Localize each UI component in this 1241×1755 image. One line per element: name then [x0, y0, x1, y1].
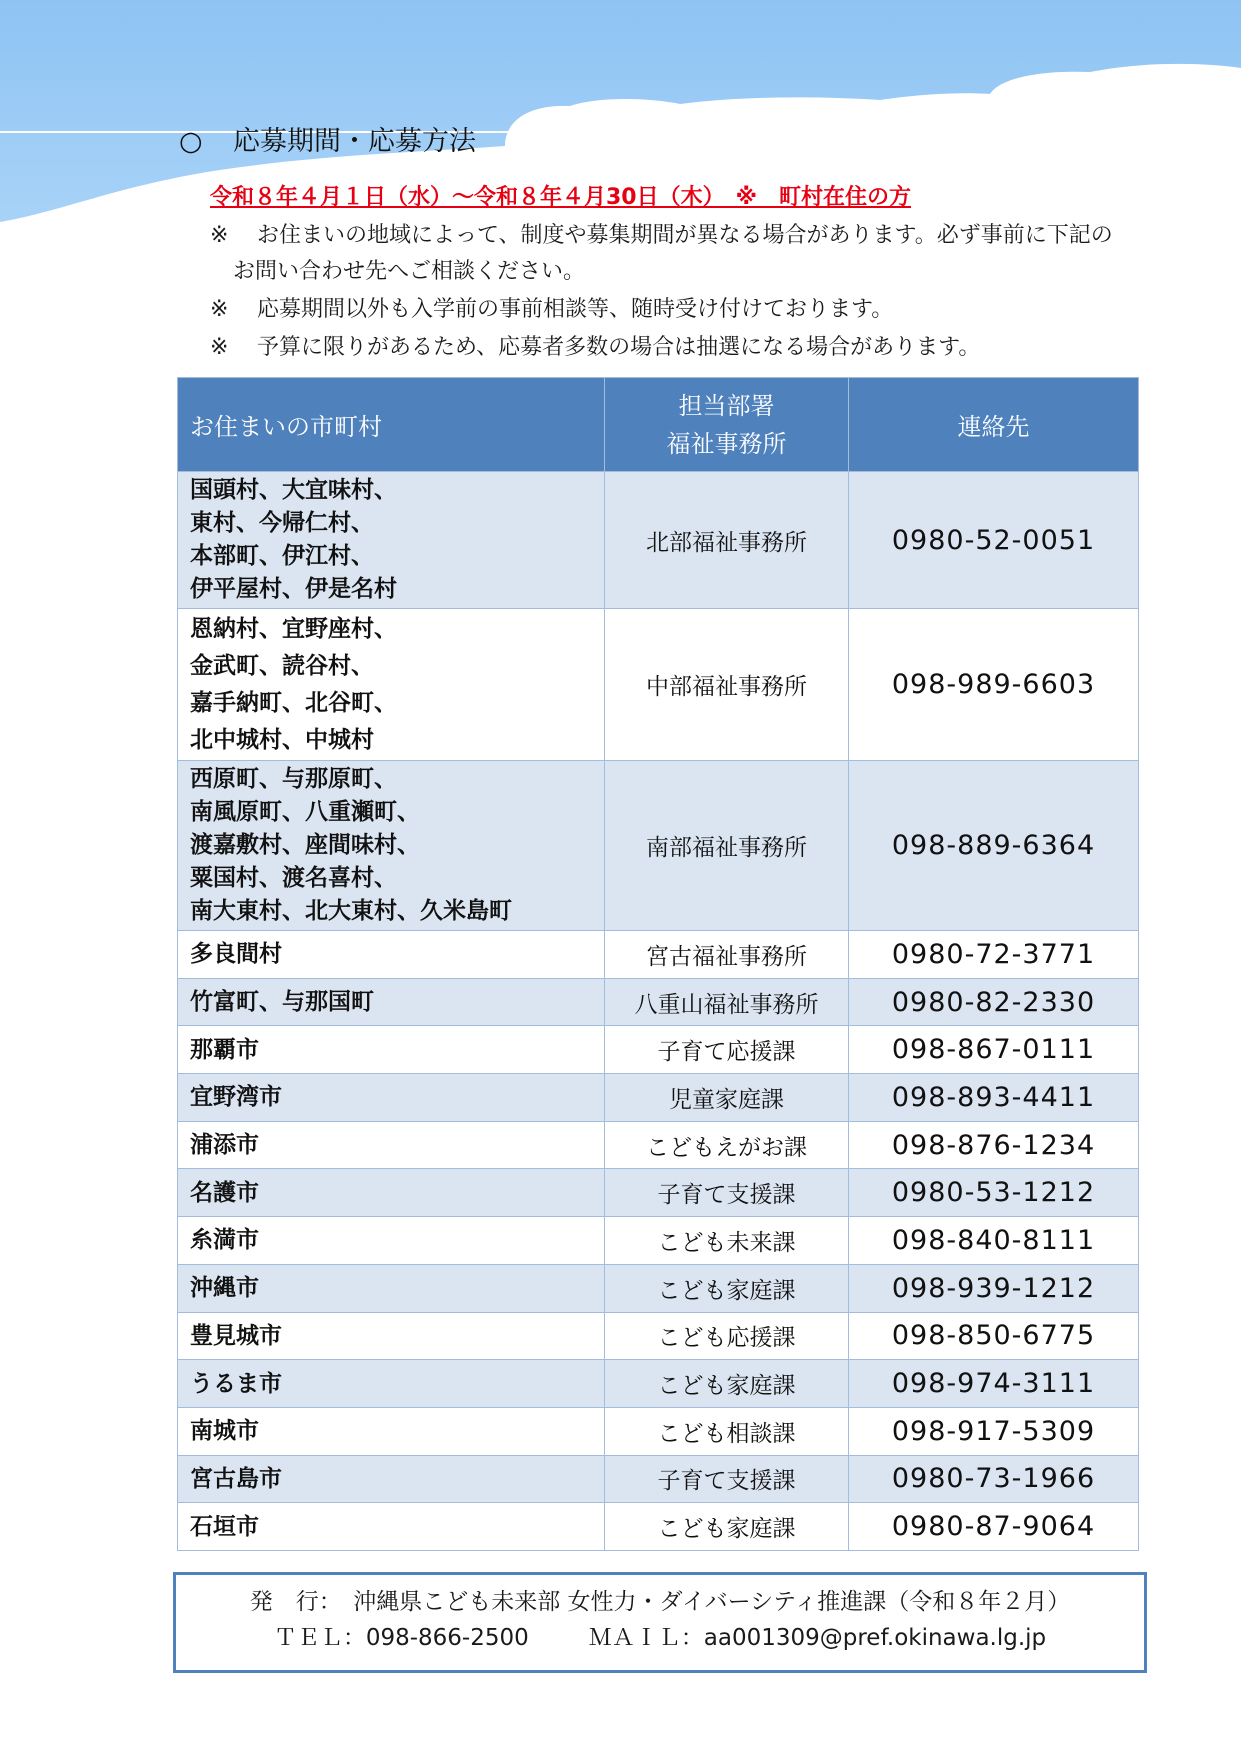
municipality-line: 嘉手納町、北谷町、 — [190, 689, 397, 716]
table-row — [178, 1074, 1139, 1122]
municipality-cell — [178, 1503, 605, 1551]
header-municipality: お住まいの市町村 — [178, 378, 605, 472]
contact-cell: 0980-73-1966 — [849, 1455, 1139, 1503]
department-cell: 児童家庭課 — [605, 1074, 849, 1122]
note-text: お住まいの地域によって、制度や募集期間が異なる場合があります。必ず事前に下記の — [257, 223, 1113, 248]
table-header-row — [178, 378, 1139, 472]
municipality-line: 東村、今帰仁村、 — [190, 510, 374, 536]
contact-line — [176, 1620, 1144, 1656]
table-row — [178, 1169, 1139, 1217]
table-body — [178, 472, 1139, 1551]
section-heading — [179, 124, 476, 160]
tel-number: 098-866-2500 — [365, 1625, 529, 1651]
municipality-line: 伊平屋村、伊是名村 — [190, 576, 397, 602]
municipality-line: 糸満市 — [190, 1227, 259, 1254]
header-department-line: 福祉事務所 — [666, 429, 787, 458]
municipality-cell — [178, 1360, 605, 1408]
contact-cell: 0980-87-9064 — [849, 1503, 1139, 1551]
note-item — [210, 296, 893, 324]
table-row — [178, 1264, 1139, 1312]
contact-cell: 098-840-8111 — [849, 1217, 1139, 1265]
contact-cell: 0980-72-3771 — [849, 931, 1139, 979]
publisher-line: 発 行： 沖縄県こども未来部 女性力・ダイバーシティ推進課（令和８年２月） — [249, 1589, 1071, 1615]
table-row — [178, 472, 1139, 609]
municipality-cell — [178, 1217, 605, 1265]
mail-label: ＭＡＩＬ： — [588, 1625, 704, 1651]
department-cell: こども家庭課 — [605, 1264, 849, 1312]
table-header — [178, 378, 1139, 472]
note-mark: ※ — [210, 297, 229, 322]
municipality-line: 本部町、伊江村、 — [190, 543, 374, 569]
municipality-line: 宮古島市 — [190, 1465, 282, 1492]
department-cell: 中部福祉事務所 — [605, 609, 849, 761]
note-mark: ※ — [210, 335, 229, 360]
publisher-footer — [173, 1572, 1147, 1673]
header-department-line: 担当部署 — [678, 391, 775, 420]
department-cell: 子育て支援課 — [605, 1169, 849, 1217]
municipality-line: 西原町、与那原町、 — [190, 766, 397, 792]
table-row — [178, 1503, 1139, 1551]
department-cell: 子育て支援課 — [605, 1455, 849, 1503]
department-cell: こども未来課 — [605, 1217, 849, 1265]
department-cell: 子育て応援課 — [605, 1026, 849, 1074]
contact-cell: 098-989-6603 — [849, 609, 1139, 761]
municipality-cell — [178, 1264, 605, 1312]
municipality-cell — [178, 1455, 605, 1503]
table-row — [178, 1121, 1139, 1169]
municipality-line: 宜野湾市 — [190, 1084, 282, 1111]
municipality-line: 多良間村 — [190, 941, 282, 968]
table-row — [178, 1026, 1139, 1074]
note-item — [210, 222, 1113, 250]
municipality-line: 南城市 — [190, 1418, 259, 1445]
tel-label: ＴＥＬ： — [273, 1625, 366, 1651]
department-cell: 八重山福祉事務所 — [605, 978, 849, 1026]
header-department — [605, 378, 849, 472]
department-cell: 南部福祉事務所 — [605, 761, 849, 931]
municipality-cell — [178, 978, 605, 1026]
municipality-line: 豊見城市 — [190, 1322, 282, 1349]
note-text-continuation: お問い合わせ先へご相談ください。 — [233, 259, 586, 284]
contact-cell: 098-893-4411 — [849, 1074, 1139, 1122]
note-text: 応募期間以外も入学前の事前相談等、随時受け付けております。 — [257, 297, 894, 322]
municipality-line: 粟国村、渡名喜村、 — [190, 865, 397, 891]
municipality-line: 那覇市 — [190, 1036, 259, 1063]
department-cell: こども相談課 — [605, 1407, 849, 1455]
department-cell: 宮古福祉事務所 — [605, 931, 849, 979]
municipality-line: 石垣市 — [190, 1513, 259, 1540]
contact-cell: 098-889-6364 — [849, 761, 1139, 931]
municipality-cell — [178, 1074, 605, 1122]
note-item — [210, 334, 980, 362]
municipality-cell — [178, 609, 605, 761]
table-row — [178, 761, 1139, 931]
note-text: 予算に限りがあるため、応募者多数の場合は抽選になる場合があります。 — [257, 335, 981, 360]
municipality-cell — [178, 1121, 605, 1169]
municipality-line: 南風原町、八重瀬町、 — [190, 799, 420, 825]
contact-cell: 0980-52-0051 — [849, 472, 1139, 609]
table-row — [178, 1312, 1139, 1360]
municipality-line: うるま市 — [190, 1370, 282, 1397]
contact-cell: 098-876-1234 — [849, 1121, 1139, 1169]
municipality-line: 渡嘉敷村、座間味村、 — [190, 832, 420, 858]
municipality-line: 恩納村、宜野座村、 — [190, 615, 397, 642]
contact-cell: 098-974-3111 — [849, 1360, 1139, 1408]
table-row — [178, 931, 1139, 979]
municipality-cell — [178, 931, 605, 979]
contact-cell: 0980-82-2330 — [849, 978, 1139, 1026]
municipality-line: 南大東村、北大東村、久米島町 — [190, 898, 512, 924]
contact-cell: 098-939-1212 — [849, 1264, 1139, 1312]
mail-address: aa001309@pref.okinawa.lg.jp — [703, 1625, 1047, 1651]
department-cell: こども応援課 — [605, 1312, 849, 1360]
municipality-line: 浦添市 — [190, 1132, 259, 1159]
contact-cell: 098-917-5309 — [849, 1407, 1139, 1455]
application-period: 令和８年４月１日（水）～令和８年４月30日（木） ※ 町村在住の方 — [210, 185, 912, 210]
department-cell: こども家庭課 — [605, 1360, 849, 1408]
table-row — [178, 1407, 1139, 1455]
department-cell: こども家庭課 — [605, 1503, 849, 1551]
municipality-cell — [178, 761, 605, 931]
municipality-line: 国頭村、大宜味村、 — [190, 477, 397, 503]
table-row — [178, 1217, 1139, 1265]
municipality-cell — [178, 472, 605, 609]
municipality-line: 名護市 — [190, 1179, 259, 1206]
municipality-line: 北中城村、中城村 — [190, 726, 374, 753]
contact-table — [177, 377, 1139, 1551]
contact-cell: 098-867-0111 — [849, 1026, 1139, 1074]
heading-title: 応募期間・応募方法 — [233, 126, 476, 157]
note-mark: ※ — [210, 223, 229, 248]
table-row — [178, 1455, 1139, 1503]
department-cell: こどもえがお課 — [605, 1121, 849, 1169]
department-cell: 北部福祉事務所 — [605, 472, 849, 609]
table-row — [178, 1360, 1139, 1408]
municipality-line: 竹富町、与那国町 — [190, 989, 374, 1016]
heading-bullet: ○ — [179, 126, 203, 157]
table-row — [178, 609, 1139, 761]
municipality-cell — [178, 1407, 605, 1455]
contact-cell: 0980-53-1212 — [849, 1169, 1139, 1217]
contact-cell: 098-850-6775 — [849, 1312, 1139, 1360]
municipality-cell — [178, 1312, 605, 1360]
municipality-cell — [178, 1026, 605, 1074]
municipality-line: 沖縄市 — [190, 1275, 259, 1302]
table-row — [178, 978, 1139, 1026]
municipality-line: 金武町、読谷村、 — [190, 652, 374, 679]
header-contact: 連絡先 — [849, 378, 1139, 472]
municipality-cell — [178, 1169, 605, 1217]
